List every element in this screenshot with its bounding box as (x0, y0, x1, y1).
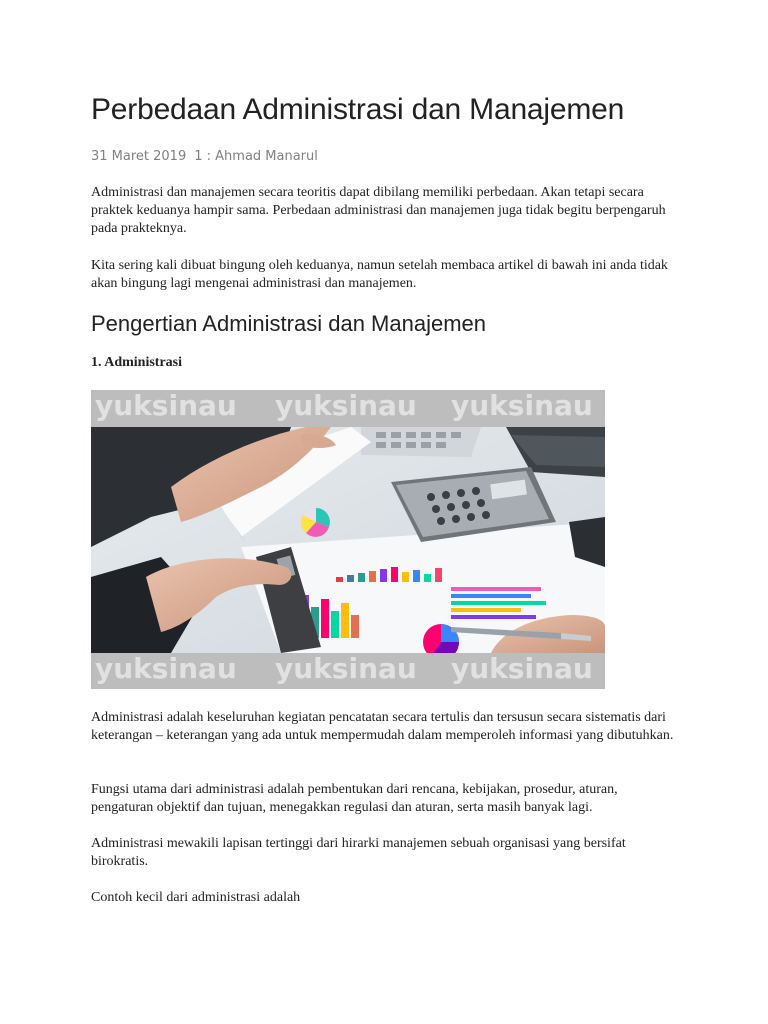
publish-date: 31 Maret 2019 (91, 149, 187, 164)
watermark-band-top (91, 390, 605, 427)
watermark-text: yuksinau (275, 390, 417, 422)
body-paragraph-2: Fungsi utama dari administrasi adalah pembentukan dari rencana, kebijakan, prosedur, aturan, pengaturan objektif dan tujuan, menegakkan regulasi dan aturan, serta masih banyak lagi. (91, 782, 618, 815)
watermark-text: yuksinau (95, 390, 237, 422)
body-paragraph-4: Contoh kecil dari administrasi adalah (91, 890, 301, 905)
author-name[interactable]: 1 : Ahmad Manarul (194, 149, 318, 164)
subsection-heading: 1. Administrasi (91, 355, 183, 370)
office-desk-photo (91, 427, 605, 653)
watermark-text: yuksinau (451, 390, 593, 422)
body-paragraph-3: Administrasi mewakili lapisan tertinggi dari hirarki manajemen sebuah organisasi yang bersifat birokratis. (91, 836, 626, 869)
body-paragraph-1: Administrasi adalah keseluruhan kegiatan pencatatan secara tertulis dan tersusun secara sistematis dari keterangan – keterangan yang ada untuk mempermudah dalam memperoleh informasi yang dibutuhkan. (91, 710, 674, 743)
watermark-band-bottom (91, 653, 605, 689)
watermark-text: yuksinau (451, 652, 593, 685)
intro-paragraph-2: Kita sering kali dibuat bingung oleh keduanya, namun setelah membaca artikel di bawah ini anda tidak akan bingung lagi mengenai administrasi dan manajemen. (91, 258, 668, 291)
intro-paragraph-1: Administrasi dan manajemen secara teoritis dapat dibilang memiliki perbedaan. Akan tetapi secara praktek keduanya hampir sama. Perbedaan administrasi dan manajemen juga tidak begitu berpengaruh pada prakteknya. (91, 185, 666, 236)
article-title: Perbedaan Administrasi dan Manajemen (91, 93, 625, 126)
section-heading: Pengertian Administrasi dan Manajemen (91, 311, 487, 336)
article-meta (91, 149, 318, 164)
watermark-text: yuksinau (95, 652, 237, 685)
article-image (91, 390, 605, 689)
watermark-text: yuksinau (275, 652, 417, 685)
